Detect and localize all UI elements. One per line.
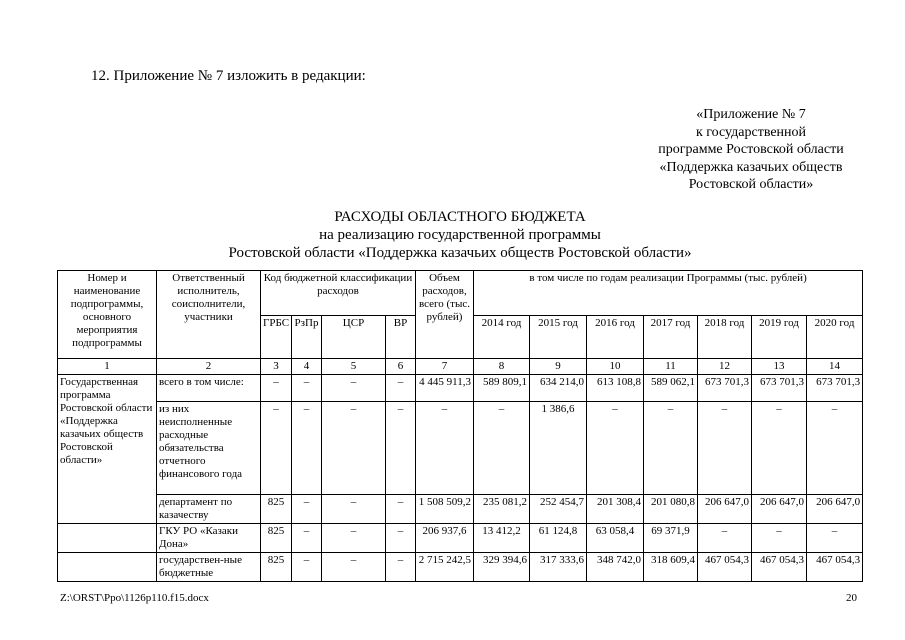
executor-cell: из них неисполненные расходные обязательства отчетного финансового года	[157, 402, 261, 495]
total-cell: –	[416, 402, 474, 495]
header-executor: Ответственный исполнитель, соисполнители, участники	[157, 271, 261, 359]
grbs-cell: 825	[261, 495, 292, 524]
year-cell: –	[752, 402, 807, 495]
year-cell: 613 108,8	[587, 375, 644, 402]
vr-cell: –	[386, 402, 416, 495]
year-cell: 252 454,7	[530, 495, 587, 524]
year-cell: 467 054,3	[752, 553, 807, 582]
rzpr-cell: –	[292, 495, 322, 524]
column-index: 2	[157, 359, 261, 375]
year-cell: 318 609,4	[644, 553, 698, 582]
appendix-line: «Поддержка казачьих обществ	[659, 159, 843, 175]
header-code-group: Код бюджетной классификации расходов	[261, 271, 416, 316]
header-year: 2019 год	[752, 316, 807, 359]
year-cell: 673 701,3	[698, 375, 752, 402]
grbs-cell: 825	[261, 524, 292, 553]
footer-file-path: Z:\ORST\Ppo\1126p110.f15.docx	[60, 592, 209, 604]
program-name-cell: Государственная программа Ростовской области «Поддержка казачьих обществ Ростовской области»	[58, 375, 157, 524]
grbs-cell: –	[261, 402, 292, 495]
title-line: Ростовской области «Поддержка казачьих обществ Ростовской области»	[228, 245, 692, 261]
year-cell: 235 081,2	[474, 495, 530, 524]
column-index: 5	[322, 359, 386, 375]
header-year: 2017 год	[644, 316, 698, 359]
year-cell: 63 058,4	[587, 524, 644, 553]
csr-cell: –	[322, 524, 386, 553]
csr-cell: –	[322, 553, 386, 582]
program-name-cell-empty	[58, 553, 157, 582]
title-line: на реализацию государственной программы	[319, 227, 601, 243]
year-cell: 317 333,6	[530, 553, 587, 582]
executor-cell: государствен-ные бюджетные	[157, 553, 261, 582]
header-vr: ВР	[386, 316, 416, 359]
rzpr-cell: –	[292, 553, 322, 582]
csr-cell: –	[322, 375, 386, 402]
year-cell: 348 742,0	[587, 553, 644, 582]
year-cell: 206 647,0	[807, 495, 863, 524]
header-program-name: Номер и наименование подпрограммы, основного мероприятия подпрограммы	[58, 271, 157, 359]
year-cell: 589 062,1	[644, 375, 698, 402]
column-index-row	[58, 359, 863, 375]
year-cell: 673 701,3	[752, 375, 807, 402]
total-cell: 1 508 509,2	[416, 495, 474, 524]
year-cell: 467 054,3	[698, 553, 752, 582]
vr-cell: –	[386, 553, 416, 582]
program-name-cell-empty	[58, 524, 157, 553]
year-cell: 329 394,6	[474, 553, 530, 582]
table-row	[58, 495, 863, 524]
vr-cell: –	[386, 495, 416, 524]
year-cell: 589 809,1	[474, 375, 530, 402]
header-year: 2018 год	[698, 316, 752, 359]
year-cell: –	[698, 402, 752, 495]
table-row	[58, 553, 863, 582]
column-index: 12	[698, 359, 752, 375]
year-cell: 206 647,0	[752, 495, 807, 524]
document-title	[150, 208, 770, 262]
executor-cell: департамент по казачеству	[157, 495, 261, 524]
executor-cell: ГКУ РО «Казаки Дона»	[157, 524, 261, 553]
year-cell: 61 124,8	[530, 524, 587, 553]
column-index: 3	[261, 359, 292, 375]
header-volume: Объем расходов, всего (тыс. рублей)	[416, 271, 474, 359]
appendix-heading	[620, 106, 882, 194]
year-cell: –	[587, 402, 644, 495]
year-cell: 1 386,6	[530, 402, 587, 495]
column-index: 4	[292, 359, 322, 375]
header-years-group: в том числе по годам реализации Программы (тыс. рублей)	[474, 271, 863, 316]
column-index: 6	[386, 359, 416, 375]
csr-cell: –	[322, 402, 386, 495]
vr-cell: –	[386, 375, 416, 402]
vr-cell: –	[386, 524, 416, 553]
executor-cell: всего в том числе:	[157, 375, 261, 402]
year-cell: –	[698, 524, 752, 553]
table-row	[58, 402, 863, 495]
year-cell: –	[752, 524, 807, 553]
header-year: 2015 год	[530, 316, 587, 359]
appendix-line: «Приложение № 7	[696, 107, 806, 122]
budget-table	[57, 270, 863, 582]
column-index: 13	[752, 359, 807, 375]
column-index: 10	[587, 359, 644, 375]
year-cell: –	[807, 524, 863, 553]
appendix-line: программе Ростовской области	[658, 142, 844, 157]
year-cell: –	[644, 402, 698, 495]
year-cell: 467 054,3	[807, 553, 863, 582]
header-year: 2016 год	[587, 316, 644, 359]
intro-line: 12. Приложение № 7 изложить в редакции:	[91, 68, 366, 84]
column-index: 9	[530, 359, 587, 375]
year-cell: 201 308,4	[587, 495, 644, 524]
year-cell: 206 647,0	[698, 495, 752, 524]
header-csr: ЦСР	[322, 316, 386, 359]
rzpr-cell: –	[292, 402, 322, 495]
header-rzpr: РзПр	[292, 316, 322, 359]
column-index: 11	[644, 359, 698, 375]
total-cell: 4 445 911,3	[416, 375, 474, 402]
column-index: 8	[474, 359, 530, 375]
column-index: 14	[807, 359, 863, 375]
year-cell: 201 080,8	[644, 495, 698, 524]
year-cell: 673 701,3	[807, 375, 863, 402]
column-index: 7	[416, 359, 474, 375]
year-cell: 69 371,9	[644, 524, 698, 553]
total-cell: 2 715 242,5	[416, 553, 474, 582]
rzpr-cell: –	[292, 524, 322, 553]
csr-cell: –	[322, 495, 386, 524]
year-cell: 634 214,0	[530, 375, 587, 402]
table-row	[58, 524, 863, 553]
rzpr-cell: –	[292, 375, 322, 402]
header-grbs: ГРБС	[261, 316, 292, 359]
year-cell: 13 412,2	[474, 524, 530, 553]
header-year: 2020 год	[807, 316, 863, 359]
appendix-line: к государственной	[695, 124, 807, 140]
grbs-cell: 825	[261, 553, 292, 582]
table-row	[58, 375, 863, 402]
grbs-cell: –	[261, 375, 292, 402]
column-index: 1	[58, 359, 157, 375]
year-cell: –	[807, 402, 863, 495]
total-cell: 206 937,6	[416, 524, 474, 553]
title-line: РАСХОДЫ ОБЛАСТНОГО БЮДЖЕТА	[334, 209, 586, 225]
appendix-line: Ростовской области»	[688, 177, 814, 192]
table-header-row	[58, 271, 863, 316]
page-number: 20	[846, 592, 857, 604]
header-year: 2014 год	[474, 316, 530, 359]
year-cell: –	[474, 402, 530, 495]
